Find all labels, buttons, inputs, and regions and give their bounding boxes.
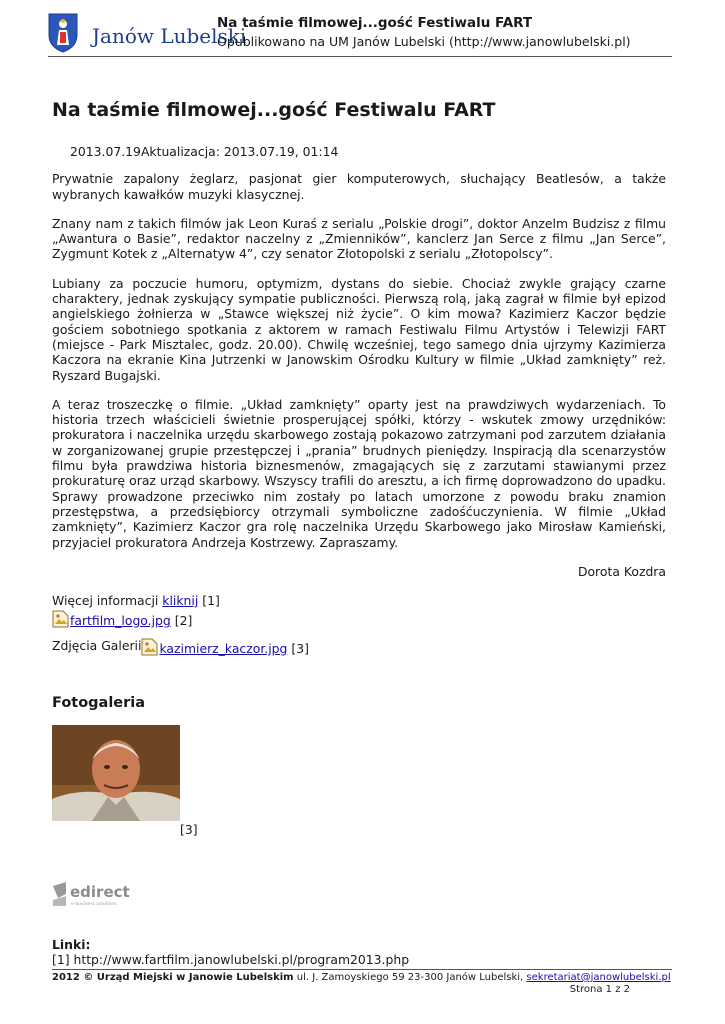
file-ref: [2] [174,613,193,629]
image-file-icon [52,610,69,628]
paragraph: Znany nam z takich filmów jak Leon Kuraś z serialu „Polskie drogi”, doktor Anzelm Budzisz z filmu „Awantura o Basie”, redaktor naczelny z „Zmienników”, kanclerz Jan Serce z filmu „Jan Serce”, Zygmunt Kotek z „Alternatyw 4”, czy senator Złotopolski z serialu „Złotopolscy”. [52,215,666,262]
more-info-label: Więcej informacji [52,593,159,609]
gallery-label: Zdjęcia Galerii [52,638,142,654]
links-title: Linki: [52,937,91,952]
link-item[interactable]: [1] http://www.fartfilm.janowlubelski.pl/program2013.php [52,952,410,967]
edirect-logo[interactable] [52,880,142,908]
file-link-fartfilm[interactable]: fartfilm_logo.jpg [70,613,171,629]
paragraph: Prywatnie zapalony żeglarz, pasjonat gier komputerowych, słuchający Beatlesów, a także wybranych kawałków muzyki klasycznej. [52,171,666,202]
footer-address: ul. J. Zamoyskiego 59 23-300 Janów Lubelski, [293,972,527,983]
page-header [48,10,672,57]
more-info-line [52,593,666,608]
article [52,98,666,666]
more-info-link[interactable]: kliknij [162,593,199,609]
author: Dorota Kozdra [577,563,666,579]
links-section [52,937,409,967]
header-published: Opublikowano na UM Janów Lubelski (http://www.janowlubelski.pl) [217,34,631,49]
more-info-ref: [1] [202,593,220,609]
crest-icon [48,13,78,53]
gallery-attachment [52,638,666,656]
page-footer [52,969,672,996]
paragraph: A teraz troszeczkę o filmie. „Układ zamknięty” oparty jest na prawdziwych wydarzeniach. To historia trzech właścicieli świetnie prosperującej spółki, którzy - wskutek zmowy urzędników: prokuratora i naczelnika urzędu skarbowego zostają pokazowo zatrzymani pod zarzutem działania w zorganizowanej grupie przestępczej i „prania” brudnych pieniędzy. Inspiracją dla scenarzystów filmu była prawdziwa historia biznesmenów, zmagających się z zarzutami stawianymi przez prokuraturę oraz urząd skarbowy. Wszyscy trafili do aresztu, a ich firmę doprowadzono do upadku. Sprawy prowadzone przeciwko nim zostały po latach umorzone z powodu braku znamion przestępstwa, a przedsiębiorcy otrzymali symboliczne zadośćuczynienia. W filmie „Układ zamknięty”, Kazimierz Kaczor gra rolę naczelnika Urzędu Skarbowego jako Mirosław Kamieński, przyjaciel prokuratora Andrzeja Kostrzewy. Zapraszamy. [52,396,666,550]
edirect-tagline: e-business solutions [71,902,117,907]
paragraph: Lubiany za poczucie humoru, optymizm, dystans do siebie. Chociaż zwykle grający czarne charaktery, jednak zyskujący sympatie publiczności. Pierwszą rolą, jaką zagrał w filmie był epizod angielskiego żołnierza w „Stawce większej niż życie”. O kim mowa? Kazimierz Kaczor będzie gościem sobotniego spotkania z aktorem w ramach Festiwalu Filmu Artystów i Telewizji FART (miejsce - Park Misztalec, godz. 20.00). Chwilę wcześniej, tego samego dnia ujrzymy Kazimierza Kaczora na ekranie Kina Jutrzenki w Janowskim Ośrodku Kultury w filmie „Układ zamknięty” reż. Ryszard Bugajski. [52,275,666,383]
footer-copyright: 2012 © Urząd Miejski w Janowie Lubelskim [52,972,294,983]
gallery-title: Fotogaleria [52,695,146,711]
footer-email[interactable]: sekretariat@janowlubelski.pl [526,972,671,983]
file-link-kaczor[interactable]: kazimierz_kaczor.jpg [159,641,288,657]
edirect-name: edirect [70,883,130,901]
file-attachment [52,610,666,628]
header-title: Na taśmie filmowej...gość Festiwalu FART [217,15,533,31]
article-title: Na taśmie filmowej...gość Festiwalu FART [52,99,496,121]
image-file-icon [141,638,158,656]
logo-text: Janów Lubelski [92,24,247,48]
gallery-photo[interactable] [52,725,180,821]
file-ref: [3] [291,641,309,657]
photo-ref: [3] [180,822,198,837]
page-number: Strona 1 z 2 [569,984,630,995]
article-meta: 2013.07.19Aktualizacja: 2013.07.19, 01:14 [70,144,339,159]
